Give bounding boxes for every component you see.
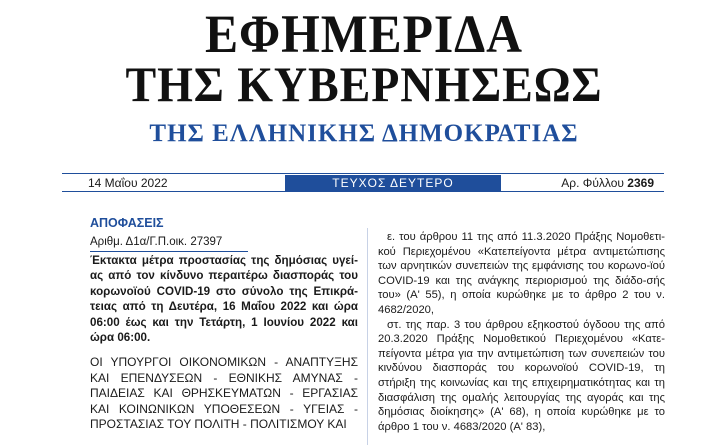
sheet-label: Αρ. Φύλλου — [561, 176, 624, 190]
issue-info-bar — [62, 175, 664, 191]
sheet-number-value: 2369 — [627, 176, 654, 190]
gazette-subtitle: ΤΗΣ ΕΛΛΗΝΙΚΗΣ ΔΗΜΟΚΡΑΤΙΑΣ — [149, 120, 579, 147]
ministers-heading: ΟΙ ΥΠΟΥΡΓΟΙ ΟΙΚΟΝΟΜΙΚΩΝ - ΑΝΑΠΤΥΞΗΣ ΚΑΙ ΕΠΕΝΔΥΣΕΩΝ - ΕΘΝΙΚΗΣ ΑΜΥΝΑΣ - ΠΑΙΔΕΙΑΣ ΚΑΙ ΘΡΗΣΚΕΥΜΑΤΩΝ - ΕΡΓΑΣΙΑΣ ΚΑΙ ΚΟΙΝΩΝΙΚΩΝ ΥΠΟΘΕΣΕΩΝ - ΥΓΕΙΑΣ - ΠΡΟΣΤΑΣΙΑΣ ΤΟΥ ΠΟΛΙΤΗ - ΠΟΛΙΤΙΣΜΟΥ ΚΑΙ — [90, 355, 358, 432]
sheet-number — [561, 175, 654, 191]
header-rule-bottom — [62, 191, 664, 192]
decision-title: Έκτακτα μέτρα προστασίας της δημόσιας υγεί-ας από τον κίνδυνο περαιτέρω διασποράς του κορωνοϊού COVID-19 στο σύνολο της Επικρά-τειας από τη Δευτέρα, 16 Μαΐου 2022 και ώρα 06:00 έως και την Τετάρτη, 1 Ιουνίου 2022 και ώρα 06:00. — [90, 254, 358, 345]
column-divider — [367, 228, 368, 445]
left-column — [90, 215, 358, 433]
gazette-title: ΕΦΗΜΕΡΙΔΑ — [204, 4, 523, 64]
section-heading: ΑΠΟΦΑΣΕΙΣ — [90, 216, 164, 230]
header-rule-top — [62, 173, 664, 174]
right-column — [378, 230, 665, 434]
legal-paragraph: στ. της παρ. 3 του άρθρου εξηκοστού όγδοου της από 20.3.2020 Πράξης Νομοθετικού Περιεχομένου «Κατε-πείγοντα μέτρα για την αντιμετώπιση των συνεπειών του κινδύνου διασποράς του κορωνοϊού COVID-19, τη στήριξη της κοινωνίας και της επιχειρηματικότητας και τη διασφάλιση της ομαλής λειτουργίας της αγοράς και της δημόσιας διοίκησης» (Α' 68), η οποία κυρώθηκε με το άρθρο 1 του ν. 4683/2020 (Α' 83), — [378, 318, 665, 433]
issue-date: 14 Μαΐου 2022 — [88, 176, 168, 190]
legal-paragraph: ε. του άρθρου 11 της από 11.3.2020 Πράξης Νομοθετι-κού Περιεχομένου «Κατεπείγοντα μέτρα αντιμετώπισης των αρνητικών συνεπειών της εμφάνισης του κορωνο-ϊού COVID-19 και της ανάγκης περιορισμού της διάδο-σής του» (Α' 55), η οποία κυρώθηκε με το άρθρο 2 του ν. 4682/2020, — [378, 231, 665, 316]
decision-reference: Αριθμ. Δ1α/Γ.Π.οικ. 27397 — [90, 235, 248, 252]
issue-volume-badge: ΤΕΥΧΟΣ ΔΕΥΤΕΡΟ — [285, 175, 501, 191]
gazette-title-line2: ΤΗΣ ΚΥΒΕΡΝΗΣΕΩΣ — [125, 56, 603, 112]
